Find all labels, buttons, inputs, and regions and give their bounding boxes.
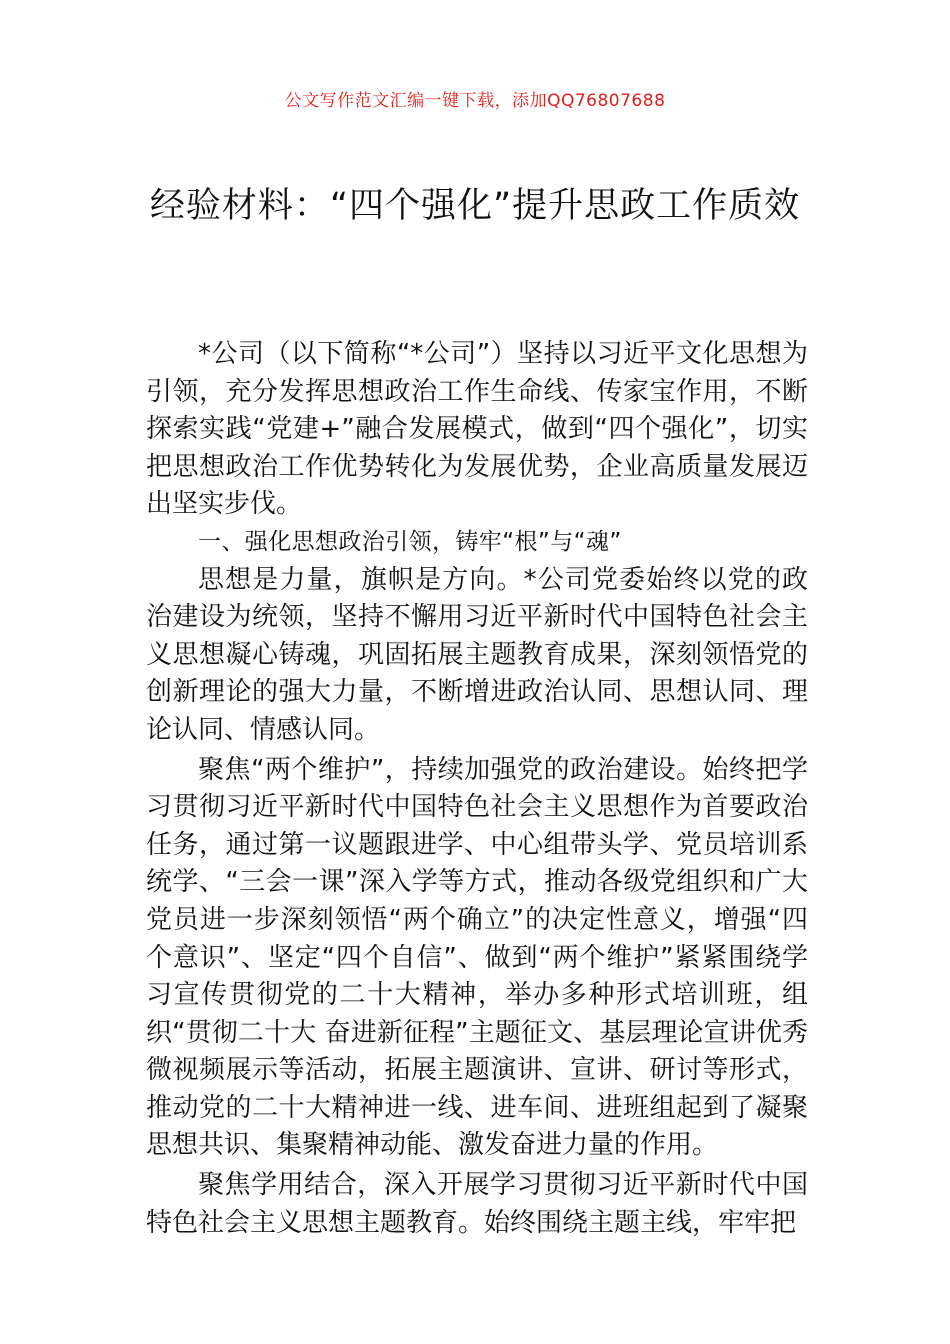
body-paragraph: 思想是力量，旗帜是方向。*公司党委始终以党的政治建设为统领，坚持不懈用习近平新时代中国特色社会主义思想凝心铸魂，巩固拓展主题教育成果，深刻领悟党的创新理论的强大力量，不断增进政治认同、思想认同、理论认同、情感认同。 [146, 564, 808, 745]
document-body [146, 336, 808, 1242]
section-heading-1: 一、强化思想政治引领，铸牢“根”与“魂” [198, 528, 622, 555]
intro-paragraph: *公司（以下简称“*公司”）坚持以习近平文化思想为引领，充分发挥思想政治工作生命线、传家宝作用，不断探索实践“党建+”融合发展模式，做到“四个强化”，切实把思想政治工作优势转化为发展优势，企业高质量发展迈出坚实步伐。 [146, 339, 808, 520]
body-paragraph: 聚焦“两个维护”，持续加强党的政治建设。始终把学习贯彻习近平新时代中国特色社会主义思想作为首要政治任务，通过第一议题跟进学、中心组带头学、党员培训系统学、“三会一课”深入学等方式，推动各级党组织和广大党员进一步深刻领悟“两个确立”的决定性意义，增强“四个意识”、坚定“四个自信”、做到“两个维护”紧紧围绕学习宣传贯彻党的二十大精神，举办多种形式培训班，组织“贯彻二十大 奋进新征程”主题征文、基层理论宣讲优秀微视频展示等活动，拓展主题演讲、宣讲、研讨等形式，推动党的二十大精神进一线、进车间、进班组起到了凝聚思想共识、集聚精神动能、激发奋进力量的作用。 [146, 754, 808, 1161]
header-watermark-note: 公文写作范文汇编一键下载，添加QQ76807688 [284, 91, 666, 111]
document-title: 经验材料：“四个强化”提升思政工作质效 [149, 186, 801, 226]
body-paragraph: 聚焦学用结合，深入开展学习贯彻习近平新时代中国特色社会主义思想主题教育。始终围绕主题主线，牢牢把 [146, 1170, 808, 1238]
